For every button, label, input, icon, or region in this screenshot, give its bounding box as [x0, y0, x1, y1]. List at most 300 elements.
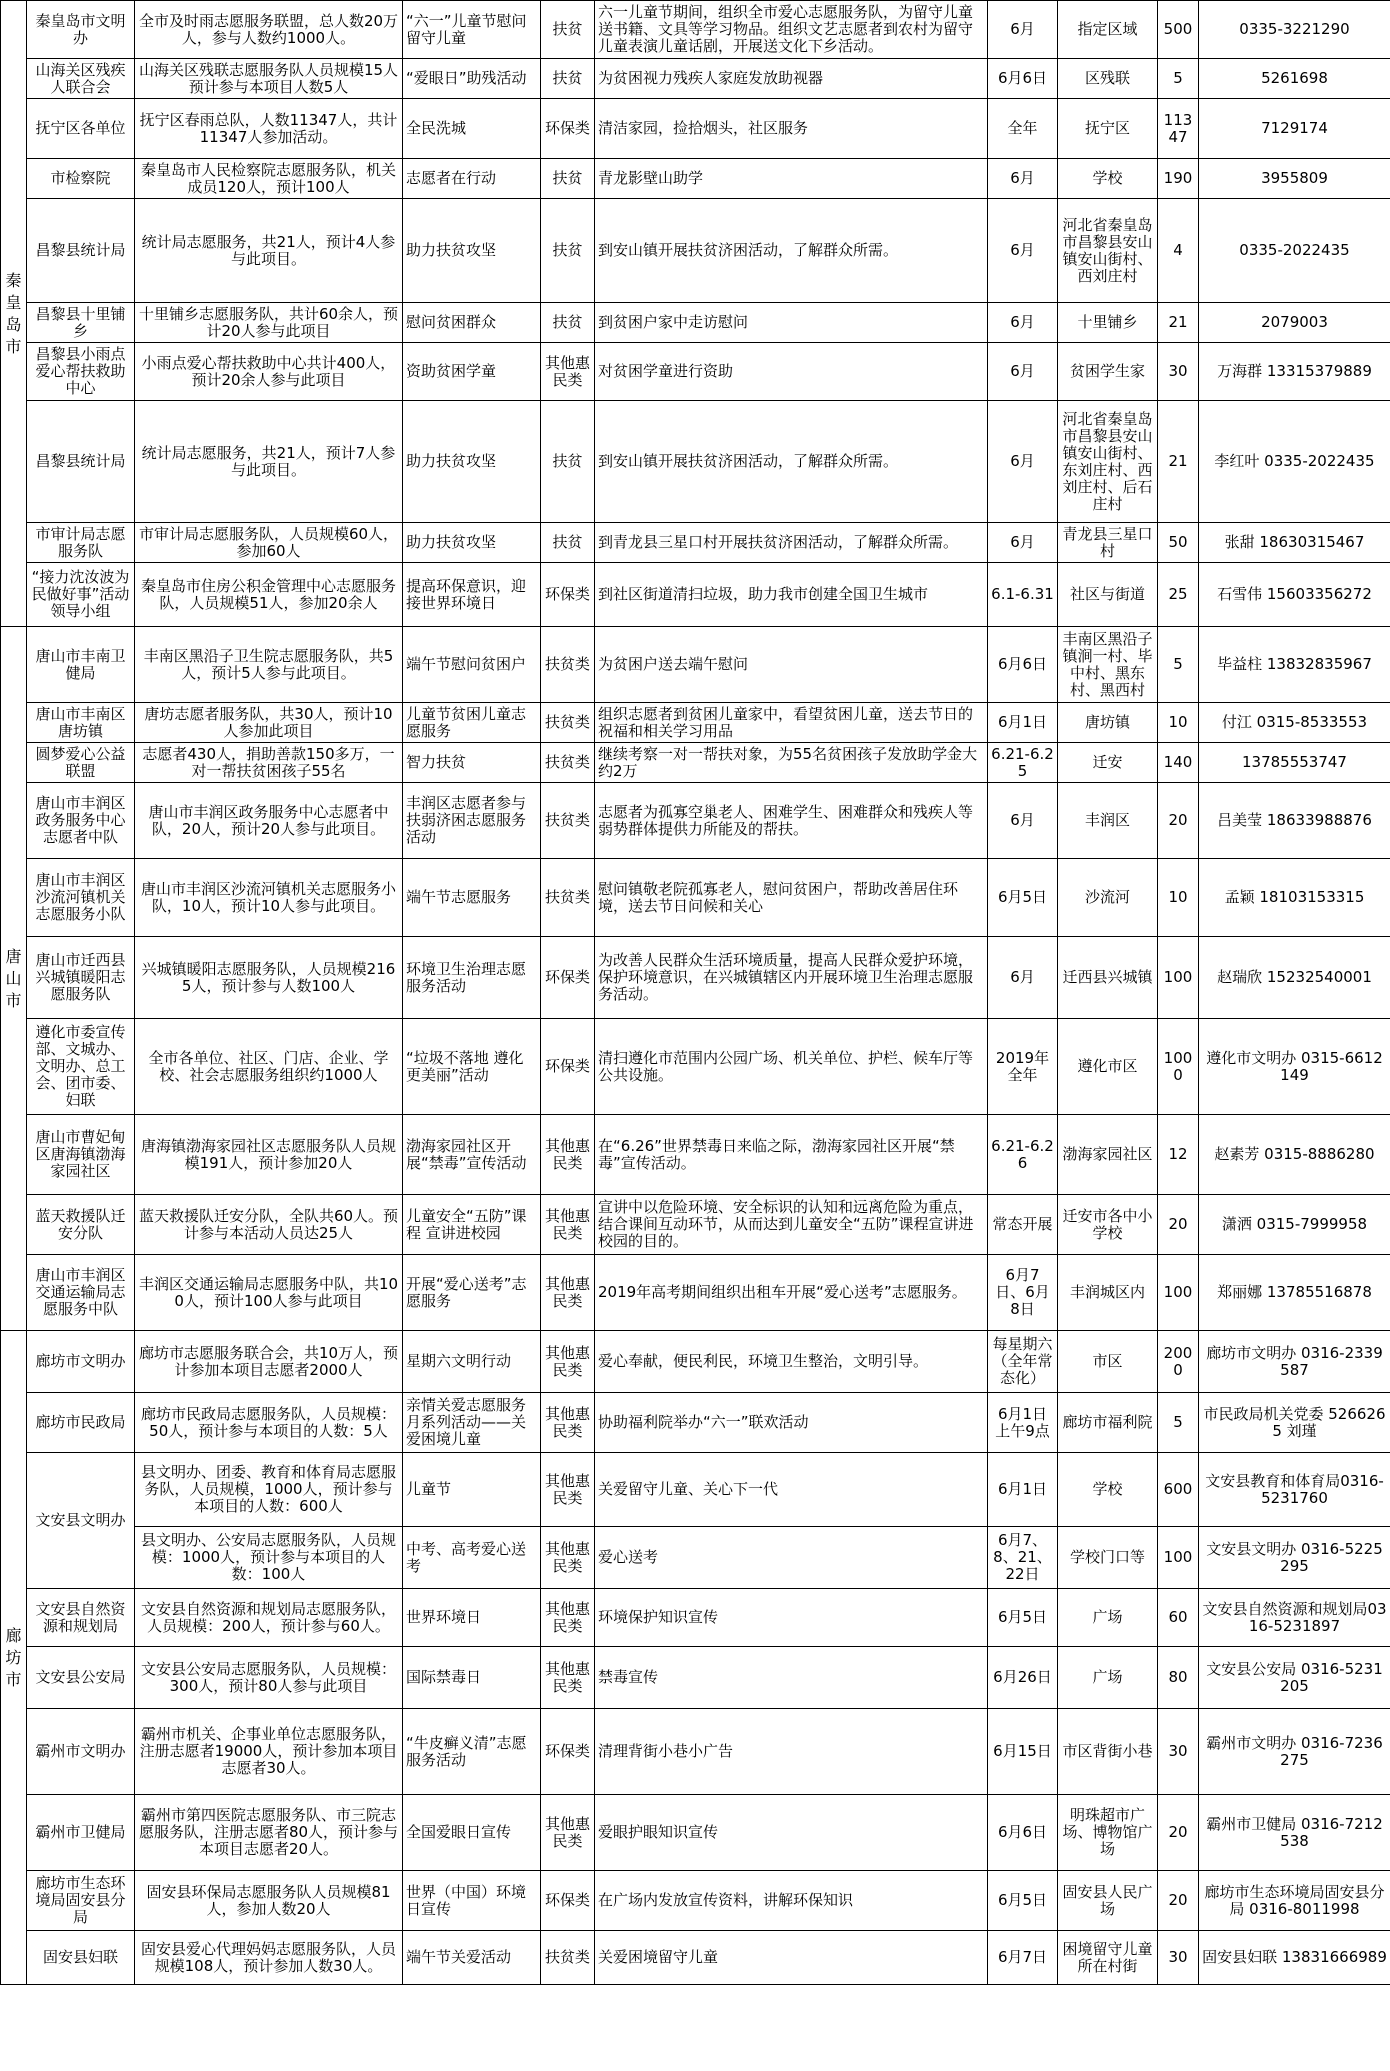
contact-cell: 3955809: [1199, 159, 1390, 199]
type-cell: 其他惠民类: [541, 1453, 595, 1527]
project-cell: 儿童安全“五防”课程 宣讲进校园: [403, 1195, 541, 1255]
table-row: [1, 343, 1390, 401]
time-cell: 每星期六（全年常态化）: [988, 1331, 1058, 1393]
content-cell: 为贫困户送去端午慰问: [595, 627, 988, 703]
project-cell: “爱眼日”助残活动: [403, 59, 541, 99]
count-cell: 80: [1158, 1647, 1199, 1709]
type-cell: 其他惠民类: [541, 1195, 595, 1255]
organizer-cell: 唐山市曹妃甸区唐海镇渤海家园社区: [27, 1115, 135, 1195]
table-row: [1, 783, 1390, 859]
contact-cell: 霸州市卫健局 0316-7212538: [1199, 1795, 1390, 1871]
project-cell: 助力扶贫攻坚: [403, 401, 541, 523]
type-cell: 扶贫: [541, 523, 595, 563]
team-cell: 文安县自然资源和规划局志愿服务队，人员规模：200人，预计参与60人。: [135, 1589, 403, 1647]
count-cell: 10: [1158, 859, 1199, 937]
project-cell: 世界（中国）环境日宣传: [403, 1871, 541, 1931]
team-cell: 秦皇岛市住房公积金管理中心志愿服务队，人员规模51人，参加20余人: [135, 563, 403, 627]
count-cell: 20: [1158, 783, 1199, 859]
time-cell: 2019年全年: [988, 1019, 1058, 1115]
count-cell: 1000: [1158, 1019, 1199, 1115]
project-cell: 慰问贫困群众: [403, 303, 541, 343]
table-row: [1, 303, 1390, 343]
place-cell: 廊坊市福利院: [1058, 1393, 1158, 1453]
team-cell: 霸州市机关、企事业单位志愿服务队，注册志愿者19000人，预计参加本项目志愿者30人。: [135, 1709, 403, 1795]
time-cell: 6月: [988, 1, 1058, 59]
project-cell: 环境卫生治理志愿服务活动: [403, 937, 541, 1019]
time-cell: 6月: [988, 159, 1058, 199]
time-cell: 6月5日: [988, 1871, 1058, 1931]
time-cell: 全年: [988, 99, 1058, 159]
project-cell: 全国爱眼日宣传: [403, 1795, 541, 1871]
time-cell: 6月5日: [988, 859, 1058, 937]
contact-cell: 廊坊市文明办 0316-2339587: [1199, 1331, 1390, 1393]
type-cell: 扶贫类: [541, 743, 595, 783]
table-row: [1, 1255, 1390, 1331]
contact-cell: 石雪伟 15603356272: [1199, 563, 1390, 627]
project-cell: 助力扶贫攻坚: [403, 199, 541, 303]
team-cell: 抚宁区春雨总队，人数11347人，共计11347人参加活动。: [135, 99, 403, 159]
contact-cell: 赵瑞欣 15232540001: [1199, 937, 1390, 1019]
contact-cell: 2079003: [1199, 303, 1390, 343]
count-cell: 12: [1158, 1115, 1199, 1195]
type-cell: 扶贫: [541, 59, 595, 99]
count-cell: 20: [1158, 1195, 1199, 1255]
place-cell: 迁安: [1058, 743, 1158, 783]
table-row: [1, 627, 1390, 703]
project-cell: 世界环境日: [403, 1589, 541, 1647]
table-row: [1, 523, 1390, 563]
content-cell: 六一儿童节期间，组织全市爱心志愿服务队，为留守儿童送书籍、文具等学习物品。组织文艺志愿者到农村为留守儿童表演儿童话剧，开展送文化下乡活动。: [595, 1, 988, 59]
place-cell: 沙流河: [1058, 859, 1158, 937]
organizer-cell: 唐山市迁西县兴城镇暖阳志愿服务队: [27, 937, 135, 1019]
table-row: [1, 1527, 1390, 1589]
table-row: [1, 1589, 1390, 1647]
team-cell: 唐山市丰润区沙流河镇机关志愿服务小队，10人，预计10人参与此项目。: [135, 859, 403, 937]
city-label: 唐山市: [5, 946, 22, 1010]
count-cell: 5: [1158, 59, 1199, 99]
table-body: [1, 1, 1390, 1985]
project-cell: 提高环保意识，迎接世界环境日: [403, 563, 541, 627]
table-row: [1, 1795, 1390, 1871]
table-row: [1, 99, 1390, 159]
place-cell: 广场: [1058, 1647, 1158, 1709]
type-cell: 环保类: [541, 99, 595, 159]
time-cell: 6月5日: [988, 1589, 1058, 1647]
project-cell: “六一”儿童节慰问留守儿童: [403, 1, 541, 59]
time-cell: 6月6日: [988, 59, 1058, 99]
type-cell: 环保类: [541, 563, 595, 627]
content-cell: 为贫困视力残疾人家庭发放助视器: [595, 59, 988, 99]
content-cell: 爱心送考: [595, 1527, 988, 1589]
time-cell: 6月7日: [988, 1931, 1058, 1985]
organizer-cell: 昌黎县小雨点爱心帮扶救助中心: [27, 343, 135, 401]
place-cell: 困境留守儿童所在村街: [1058, 1931, 1158, 1985]
project-cell: 开展“爱心送考”志愿服务: [403, 1255, 541, 1331]
count-cell: 600: [1158, 1453, 1199, 1527]
organizer-cell: 秦皇岛市文明办: [27, 1, 135, 59]
contact-cell: 13785553747: [1199, 743, 1390, 783]
table-row: [1, 743, 1390, 783]
type-cell: 其他惠民类: [541, 1527, 595, 1589]
team-cell: 丰南区黑沿子卫生院志愿服务队，共5人，预计5人参与此项目。: [135, 627, 403, 703]
city-cell: [1, 1, 27, 627]
time-cell: 6月6日: [988, 1795, 1058, 1871]
team-cell: 小雨点爱心帮扶救助中心共计400人，预计20余人参与此项目: [135, 343, 403, 401]
contact-cell: 李红叶 0335-2022435: [1199, 401, 1390, 523]
type-cell: 其他惠民类: [541, 343, 595, 401]
city-cell: [1, 1331, 27, 1985]
time-cell: 6月: [988, 783, 1058, 859]
organizer-cell: 圆梦爱心公益联盟: [27, 743, 135, 783]
content-cell: 清洁家园，捡拾烟头，社区服务: [595, 99, 988, 159]
team-cell: 统计局志愿服务，共21人，预计7人参与此项目。: [135, 401, 403, 523]
place-cell: 贫困学生家: [1058, 343, 1158, 401]
time-cell: 6月1日: [988, 703, 1058, 743]
type-cell: 其他惠民类: [541, 1647, 595, 1709]
place-cell: 唐坊镇: [1058, 703, 1158, 743]
organizer-cell: 蓝天救援队迁安分队: [27, 1195, 135, 1255]
contact-cell: 毕益柱 13832835967: [1199, 627, 1390, 703]
contact-cell: 孟颖 18103153315: [1199, 859, 1390, 937]
content-cell: 到安山镇开展扶贫济困活动，了解群众所需。: [595, 199, 988, 303]
time-cell: 6月7、8、21、22日: [988, 1527, 1058, 1589]
time-cell: 6月: [988, 343, 1058, 401]
type-cell: 扶贫类: [541, 703, 595, 743]
organizer-cell: 霸州市文明办: [27, 1709, 135, 1795]
team-cell: 县文明办、公安局志愿服务队，人员规模：1000人，预计参与本项目的人数：100人: [135, 1527, 403, 1589]
count-cell: 5: [1158, 627, 1199, 703]
place-cell: 河北省秦皇岛市昌黎县安山镇安山街村、西刘庄村: [1058, 199, 1158, 303]
type-cell: 其他惠民类: [541, 1795, 595, 1871]
content-cell: 到安山镇开展扶贫济困活动，了解群众所需。: [595, 401, 988, 523]
place-cell: 迁西县兴城镇: [1058, 937, 1158, 1019]
count-cell: 100: [1158, 937, 1199, 1019]
team-cell: 廊坊市民政局志愿服务队，人员规模：50人，预计参与本项目的人数：5人: [135, 1393, 403, 1453]
team-cell: 全市各单位、社区、门店、企业、学校、社会志愿服务组织约1000人: [135, 1019, 403, 1115]
organizer-cell: 唐山市丰润区政务服务中心志愿者中队: [27, 783, 135, 859]
organizer-cell: 唐山市丰润区交通运输局志愿服务中队: [27, 1255, 135, 1331]
type-cell: 扶贫: [541, 199, 595, 303]
type-cell: 扶贫: [541, 1, 595, 59]
content-cell: 禁毒宣传: [595, 1647, 988, 1709]
count-cell: 50: [1158, 523, 1199, 563]
count-cell: 20: [1158, 1795, 1199, 1871]
type-cell: 扶贫: [541, 401, 595, 523]
time-cell: 6.21-6.26: [988, 1115, 1058, 1195]
place-cell: 抚宁区: [1058, 99, 1158, 159]
type-cell: 环保类: [541, 937, 595, 1019]
table-row: [1, 1195, 1390, 1255]
project-cell: 志愿者在行动: [403, 159, 541, 199]
organizer-cell: 市审计局志愿服务队: [27, 523, 135, 563]
table-row: [1, 937, 1390, 1019]
content-cell: 协助福利院举办“六一”联欢活动: [595, 1393, 988, 1453]
content-cell: 宣讲中以危险环境、安全标识的认知和远离危险为重点，结合课间互动环节，从而达到儿童安全“五防”课程宣讲进校园的目的。: [595, 1195, 988, 1255]
team-cell: 丰润区交通运输局志愿服务中队，共100人，预计100人参与此项目: [135, 1255, 403, 1331]
time-cell: 6月: [988, 523, 1058, 563]
content-cell: 对贫困学童进行资助: [595, 343, 988, 401]
place-cell: 固安县人民广场: [1058, 1871, 1158, 1931]
type-cell: 环保类: [541, 1709, 595, 1795]
table-row: [1, 1871, 1390, 1931]
count-cell: 190: [1158, 159, 1199, 199]
content-cell: 在“6.26”世界禁毒日来临之际，渤海家园社区开展“禁毒”宣传活动。: [595, 1115, 988, 1195]
contact-cell: 7129174: [1199, 99, 1390, 159]
count-cell: 4: [1158, 199, 1199, 303]
project-cell: 端午节志愿服务: [403, 859, 541, 937]
place-cell: 市区背街小巷: [1058, 1709, 1158, 1795]
type-cell: 环保类: [541, 1871, 595, 1931]
team-cell: 文安县公安局志愿服务队，人员规模：300人，预计80人参与此项目: [135, 1647, 403, 1709]
contact-cell: 霸州市文明办 0316-7236275: [1199, 1709, 1390, 1795]
team-cell: 唐海镇渤海家园社区志愿服务队人员规模191人，预计参加20人: [135, 1115, 403, 1195]
project-cell: 丰润区志愿者参与扶弱济困志愿服务活动: [403, 783, 541, 859]
table-row: [1, 1931, 1390, 1985]
team-cell: 全市及时雨志愿服务联盟，总人数20万人，参与人数约1000人。: [135, 1, 403, 59]
table-row: [1, 859, 1390, 937]
place-cell: 十里铺乡: [1058, 303, 1158, 343]
city-cell: [1, 627, 27, 1331]
place-cell: 指定区域: [1058, 1, 1158, 59]
place-cell: 学校: [1058, 159, 1158, 199]
type-cell: 扶贫类: [541, 859, 595, 937]
organizer-cell: 抚宁区各单位: [27, 99, 135, 159]
time-cell: 6月1日上午9点: [988, 1393, 1058, 1453]
content-cell: 清理背街小巷小广告: [595, 1709, 988, 1795]
team-cell: 县文明办、团委、教育和体育局志愿服务队，人员规模，1000人，预计参与本项目的人数：600人: [135, 1453, 403, 1527]
contact-cell: 万海群 13315379889: [1199, 343, 1390, 401]
project-cell: “牛皮癣义清”志愿服务活动: [403, 1709, 541, 1795]
team-cell: 山海关区残联志愿服务队人员规模15人 预计参与本项目人数5人: [135, 59, 403, 99]
project-cell: 智力扶贫: [403, 743, 541, 783]
contact-cell: 文安县公安局 0316-5231205: [1199, 1647, 1390, 1709]
place-cell: 学校: [1058, 1453, 1158, 1527]
place-cell: 青龙县三星口村: [1058, 523, 1158, 563]
type-cell: 其他惠民类: [541, 1393, 595, 1453]
organizer-cell: 廊坊市生态环境局固安县分局: [27, 1871, 135, 1931]
contact-cell: 郑丽娜 13785516878: [1199, 1255, 1390, 1331]
table-row: [1, 1331, 1390, 1393]
project-cell: 助力扶贫攻坚: [403, 523, 541, 563]
table-row: [1, 401, 1390, 523]
type-cell: 扶贫类: [541, 1931, 595, 1985]
team-cell: 兴城镇暖阳志愿服务队，人员规模2165人，预计参与人数100人: [135, 937, 403, 1019]
time-cell: 6月: [988, 401, 1058, 523]
organizer-cell: 遵化市委宣传部、文城办、文明办、总工会、团市委、妇联: [27, 1019, 135, 1115]
team-cell: 统计局志愿服务，共21人，预计4人参与此项目。: [135, 199, 403, 303]
place-cell: 迁安市各中小学校: [1058, 1195, 1158, 1255]
table-row: [1, 159, 1390, 199]
table-row: [1, 563, 1390, 627]
organizer-cell: 固安县妇联: [27, 1931, 135, 1985]
content-cell: 关爱留守儿童、关心下一代: [595, 1453, 988, 1527]
content-cell: 到社区街道清扫垃圾，助力我市创建全国卫生城市: [595, 563, 988, 627]
contact-cell: 潇洒 0315-7999958: [1199, 1195, 1390, 1255]
content-cell: 慰问镇敬老院孤寡老人，慰问贫困户，帮助改善居住环境，送去节日问候和关心: [595, 859, 988, 937]
table-row: [1, 1115, 1390, 1195]
contact-cell: 0335-3221290: [1199, 1, 1390, 59]
table-row: [1, 1647, 1390, 1709]
type-cell: 扶贫类: [541, 627, 595, 703]
count-cell: 2000: [1158, 1331, 1199, 1393]
content-cell: 环境保护知识宣传: [595, 1589, 988, 1647]
project-cell: 星期六文明行动: [403, 1331, 541, 1393]
type-cell: 扶贫: [541, 159, 595, 199]
organizer-cell: 唐山市丰南卫健局: [27, 627, 135, 703]
content-cell: 为改善人民群众生活环境质量，提高人民群众爱护环境，保护环境意识，在兴城镇辖区内开展环境卫生治理志愿服务活动。: [595, 937, 988, 1019]
table-row: [1, 199, 1390, 303]
contact-cell: 文安县文明办 0316-5225295: [1199, 1527, 1390, 1589]
contact-cell: 吕美莹 18633988876: [1199, 783, 1390, 859]
organizer-cell: 市检察院: [27, 159, 135, 199]
table-row: [1, 1393, 1390, 1453]
project-cell: 儿童节: [403, 1453, 541, 1527]
type-cell: 其他惠民类: [541, 1115, 595, 1195]
time-cell: 6.1-6.31: [988, 563, 1058, 627]
content-cell: 组织志愿者到贫困儿童家中，看望贫困儿童，送去节日的祝福和相关学习用品: [595, 703, 988, 743]
type-cell: 其他惠民类: [541, 1589, 595, 1647]
contact-cell: 张甜 18630315467: [1199, 523, 1390, 563]
contact-cell: 遵化市文明办 0315-6612149: [1199, 1019, 1390, 1115]
time-cell: 6月26日: [988, 1647, 1058, 1709]
type-cell: 扶贫: [541, 303, 595, 343]
organizer-cell: 昌黎县十里铺乡: [27, 303, 135, 343]
type-cell: 环保类: [541, 1019, 595, 1115]
place-cell: 广场: [1058, 1589, 1158, 1647]
team-cell: 霸州市第四医院志愿服务队、市三院志愿服务队，注册志愿者80人，预计参与本项目志愿者20人。: [135, 1795, 403, 1871]
place-cell: 区残联: [1058, 59, 1158, 99]
count-cell: 30: [1158, 343, 1199, 401]
time-cell: 6月: [988, 937, 1058, 1019]
project-cell: 全民洗城: [403, 99, 541, 159]
place-cell: 丰润区: [1058, 783, 1158, 859]
content-cell: 2019年高考期间组织出租车开展“爱心送考”志愿服务。: [595, 1255, 988, 1331]
project-cell: 国际禁毒日: [403, 1647, 541, 1709]
organizer-cell: 昌黎县统计局: [27, 199, 135, 303]
time-cell: 6月1日: [988, 1453, 1058, 1527]
content-cell: 关爱困境留守儿童: [595, 1931, 988, 1985]
type-cell: 其他惠民类: [541, 1255, 595, 1331]
project-cell: 亲情关爱志愿服务月系列活动——关爱困境儿童: [403, 1393, 541, 1453]
content-cell: 清扫遵化市范围内公园广场、机关单位、护栏、候车厅等公共设施。: [595, 1019, 988, 1115]
team-cell: 秦皇岛市人民检察院志愿服务队，机关成员120人，预计100人: [135, 159, 403, 199]
count-cell: 10: [1158, 703, 1199, 743]
contact-cell: 市民政局机关党委 5266265 刘瑾: [1199, 1393, 1390, 1453]
count-cell: 140: [1158, 743, 1199, 783]
count-cell: 11347: [1158, 99, 1199, 159]
content-cell: 爱心奉献，便民利民，环境卫生整治，文明引导。: [595, 1331, 988, 1393]
team-cell: 志愿者430人，捐助善款150多万，一对一帮扶贫困孩子55名: [135, 743, 403, 783]
place-cell: 河北省秦皇岛市昌黎县安山镇安山街村、东刘庄村、西刘庄村、后石庄村: [1058, 401, 1158, 523]
organizer-cell: 山海关区残疾人联合会: [27, 59, 135, 99]
contact-cell: 固安县妇联 13831666989: [1199, 1931, 1390, 1985]
contact-cell: 付江 0315-8533553: [1199, 703, 1390, 743]
project-cell: 端午节慰问贫困户: [403, 627, 541, 703]
contact-cell: 廊坊市生态环境局固安县分局 0316-8011998: [1199, 1871, 1390, 1931]
table-row: [1, 1019, 1390, 1115]
content-cell: 青龙影壁山助学: [595, 159, 988, 199]
time-cell: 6月: [988, 303, 1058, 343]
count-cell: 30: [1158, 1709, 1199, 1795]
count-cell: 20: [1158, 1871, 1199, 1931]
team-cell: 市审计局志愿服务队，人员规模60人，参加60人: [135, 523, 403, 563]
project-cell: “垃圾不落地 遵化更美丽”活动: [403, 1019, 541, 1115]
team-cell: 廊坊市志愿服务联合会，共10万人，预计参加本项目志愿者2000人: [135, 1331, 403, 1393]
time-cell: 常态开展: [988, 1195, 1058, 1255]
time-cell: 6月15日: [988, 1709, 1058, 1795]
organizer-cell: 文安县自然资源和规划局: [27, 1589, 135, 1647]
contact-cell: 文安县自然资源和规划局0316-5231897: [1199, 1589, 1390, 1647]
contact-cell: 赵素芳 0315-8886280: [1199, 1115, 1390, 1195]
contact-cell: 5261698: [1199, 59, 1390, 99]
project-cell: 渤海家园社区开展“禁毒”宣传活动: [403, 1115, 541, 1195]
organizer-cell: “接力沈汝波为民做好事”活动领导小组: [27, 563, 135, 627]
project-cell: 儿童节贫困儿童志愿服务: [403, 703, 541, 743]
type-cell: 其他惠民类: [541, 1331, 595, 1393]
count-cell: 5: [1158, 1393, 1199, 1453]
city-label: 廊坊市: [5, 1625, 22, 1689]
table-row: [1, 1709, 1390, 1795]
place-cell: 遵化市区: [1058, 1019, 1158, 1115]
count-cell: 500: [1158, 1, 1199, 59]
organizer-cell: 文安县文明办: [27, 1453, 135, 1589]
place-cell: 市区: [1058, 1331, 1158, 1393]
city-label: 秦皇岛市: [5, 270, 22, 356]
place-cell: 丰润城区内: [1058, 1255, 1158, 1331]
organizer-cell: 唐山市丰南区唐坊镇: [27, 703, 135, 743]
team-cell: 蓝天救援队迁安分队，全队共60人。预计参与本活动人员达25人: [135, 1195, 403, 1255]
count-cell: 100: [1158, 1527, 1199, 1589]
organizer-cell: 昌黎县统计局: [27, 401, 135, 523]
time-cell: 6月6日: [988, 627, 1058, 703]
time-cell: 6月7日、6月8日: [988, 1255, 1058, 1331]
organizer-cell: 文安县公安局: [27, 1647, 135, 1709]
organizer-cell: 廊坊市民政局: [27, 1393, 135, 1453]
content-cell: 到贫困户家中走访慰问: [595, 303, 988, 343]
count-cell: 25: [1158, 563, 1199, 627]
content-cell: 在广场内发放宣传资料，讲解环保知识: [595, 1871, 988, 1931]
count-cell: 60: [1158, 1589, 1199, 1647]
place-cell: 社区与街道: [1058, 563, 1158, 627]
place-cell: 渤海家园社区: [1058, 1115, 1158, 1195]
count-cell: 30: [1158, 1931, 1199, 1985]
organizer-cell: 唐山市丰润区沙流河镇机关志愿服务小队: [27, 859, 135, 937]
table-row: [1, 703, 1390, 743]
content-cell: 爱眼护眼知识宣传: [595, 1795, 988, 1871]
contact-cell: 文安县教育和体育局0316-5231760: [1199, 1453, 1390, 1527]
count-cell: 21: [1158, 401, 1199, 523]
content-cell: 志愿者为孤寡空巢老人、困难学生、困难群众和残疾人等弱势群体提供力所能及的帮扶。: [595, 783, 988, 859]
team-cell: 固安县爱心代理妈妈志愿服务队，人员规模108人，预计参加人数30人。: [135, 1931, 403, 1985]
table-row: [1, 1, 1390, 59]
place-cell: 明珠超市广场、博物馆广场: [1058, 1795, 1158, 1871]
project-cell: 资助贫困学童: [403, 343, 541, 401]
table-row: [1, 1453, 1390, 1527]
place-cell: 丰南区黑沿子镇涧一村、毕中村、黑东村、黑西村: [1058, 627, 1158, 703]
count-cell: 100: [1158, 1255, 1199, 1331]
project-cell: 端午节关爱活动: [403, 1931, 541, 1985]
team-cell: 唐坊志愿者服务队，共30人，预计10人参加此项目: [135, 703, 403, 743]
time-cell: 6.21-6.25: [988, 743, 1058, 783]
team-cell: 固安县环保局志愿服务队人员规模81人，参加人数20人: [135, 1871, 403, 1931]
content-cell: 到青龙县三星口村开展扶贫济困活动，了解群众所需。: [595, 523, 988, 563]
type-cell: 扶贫类: [541, 783, 595, 859]
team-cell: 十里铺乡志愿服务队，共计60余人，预计20人参与此项目: [135, 303, 403, 343]
organizer-cell: 霸州市卫健局: [27, 1795, 135, 1871]
contact-cell: 0335-2022435: [1199, 199, 1390, 303]
team-cell: 唐山市丰润区政务服务中心志愿者中队，20人，预计20人参与此项目。: [135, 783, 403, 859]
organizer-cell: 廊坊市文明办: [27, 1331, 135, 1393]
